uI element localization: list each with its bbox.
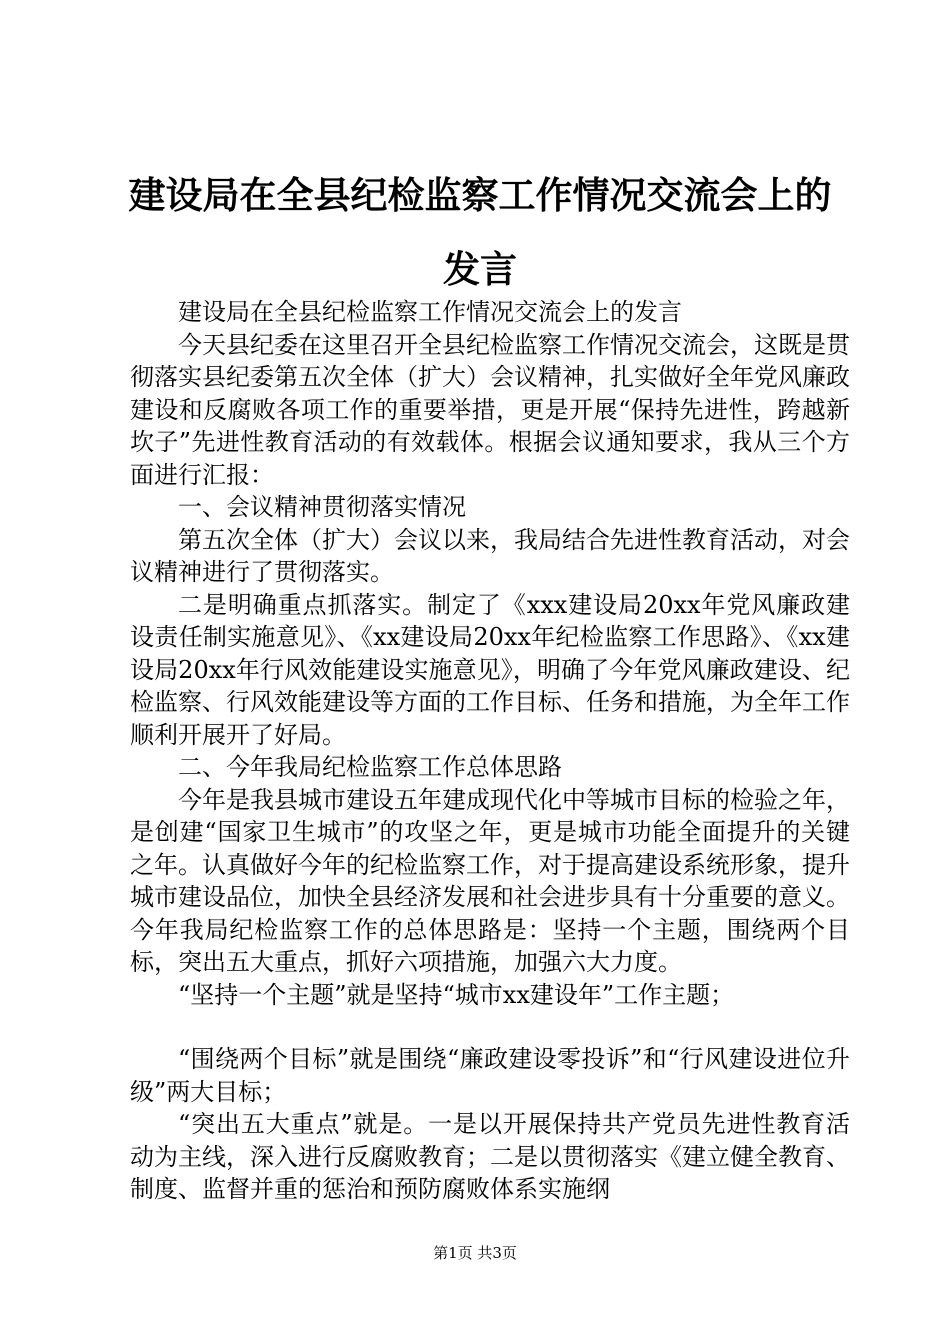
document-body	[130, 296, 850, 1206]
section-heading-2: 二、今年我局纪检监察工作总体思路	[178, 753, 562, 781]
paragraph-focus: “突出五大重点”就是。一是以开展保持共产党员先进性教育活动为主线，深入进行反腐败教育；二是以贯彻落实《建立健全教育、制度、监督并重的惩治和预防腐败体系实施纲	[130, 1110, 850, 1203]
paragraph-theme: “坚持一个主题”就是坚持“城市xx建设年”工作主题；	[178, 980, 735, 1009]
paragraph-subtitle: 建设局在全县纪检监察工作情况交流会上的发言	[178, 298, 682, 326]
document-title: 建设局在全县纪检监察工作情况交流会上的发言	[128, 173, 832, 291]
paragraph-section-1-a: 第五次全体（扩大）会议以来，我局结合先进性教育活动，对会议精神进行了贯彻落实。	[130, 525, 850, 586]
paragraph-section-2-a: 今年是我县城市建设五年建成现代化中等城市目标的检验之年，是创建“国家卫生城市”的攻坚之年，更是城市功能全面提升的关键之年。认真做好今年的纪检监察工作，对于提高建设系统形象，提升城市建设品位，加快全县经济发展和社会进步具有十分重要的意义。今年我局纪检监察工作的总体思路是：坚持一个主题，围绕两个目标，突出五大重点，抓好六项措施，加强六大力度。	[130, 785, 850, 976]
paragraph-intro: 今天县纪委在这里召开全县纪检监察工作情况交流会，这既是贯彻落实县纪委第五次全体（扩大）会议精神，扎实做好全年党风廉政建设和反腐败各项工作的重要举措，更是开展“保持先进性，跨越新坎子”先进性教育活动的有效载体。根据会议通知要求，我从三个方面进行汇报：	[130, 330, 850, 489]
section-heading-1: 一、会议精神贯彻落实情况	[178, 493, 466, 521]
paragraph-goals: “围绕两个目标”就是围绕“廉政建设零投诉”和“行风建设进位升级”两大目标；	[130, 1045, 850, 1106]
page-footer: 第1页 共3页	[433, 1244, 517, 1262]
paragraph-section-1-b: 二是明确重点抓落实。制定了《xxx建设局20xx年党风廉政建设责任制实施意见》、《xx建设局20xx年纪检监察工作思路》、《xx建设局20xx年行风效能建设实施意见》，明确了今年党风廉政建设、纪检监察、行风效能建设等方面的工作目标、任务和措施，为全年工作顺利开展开了好局。	[130, 590, 850, 749]
